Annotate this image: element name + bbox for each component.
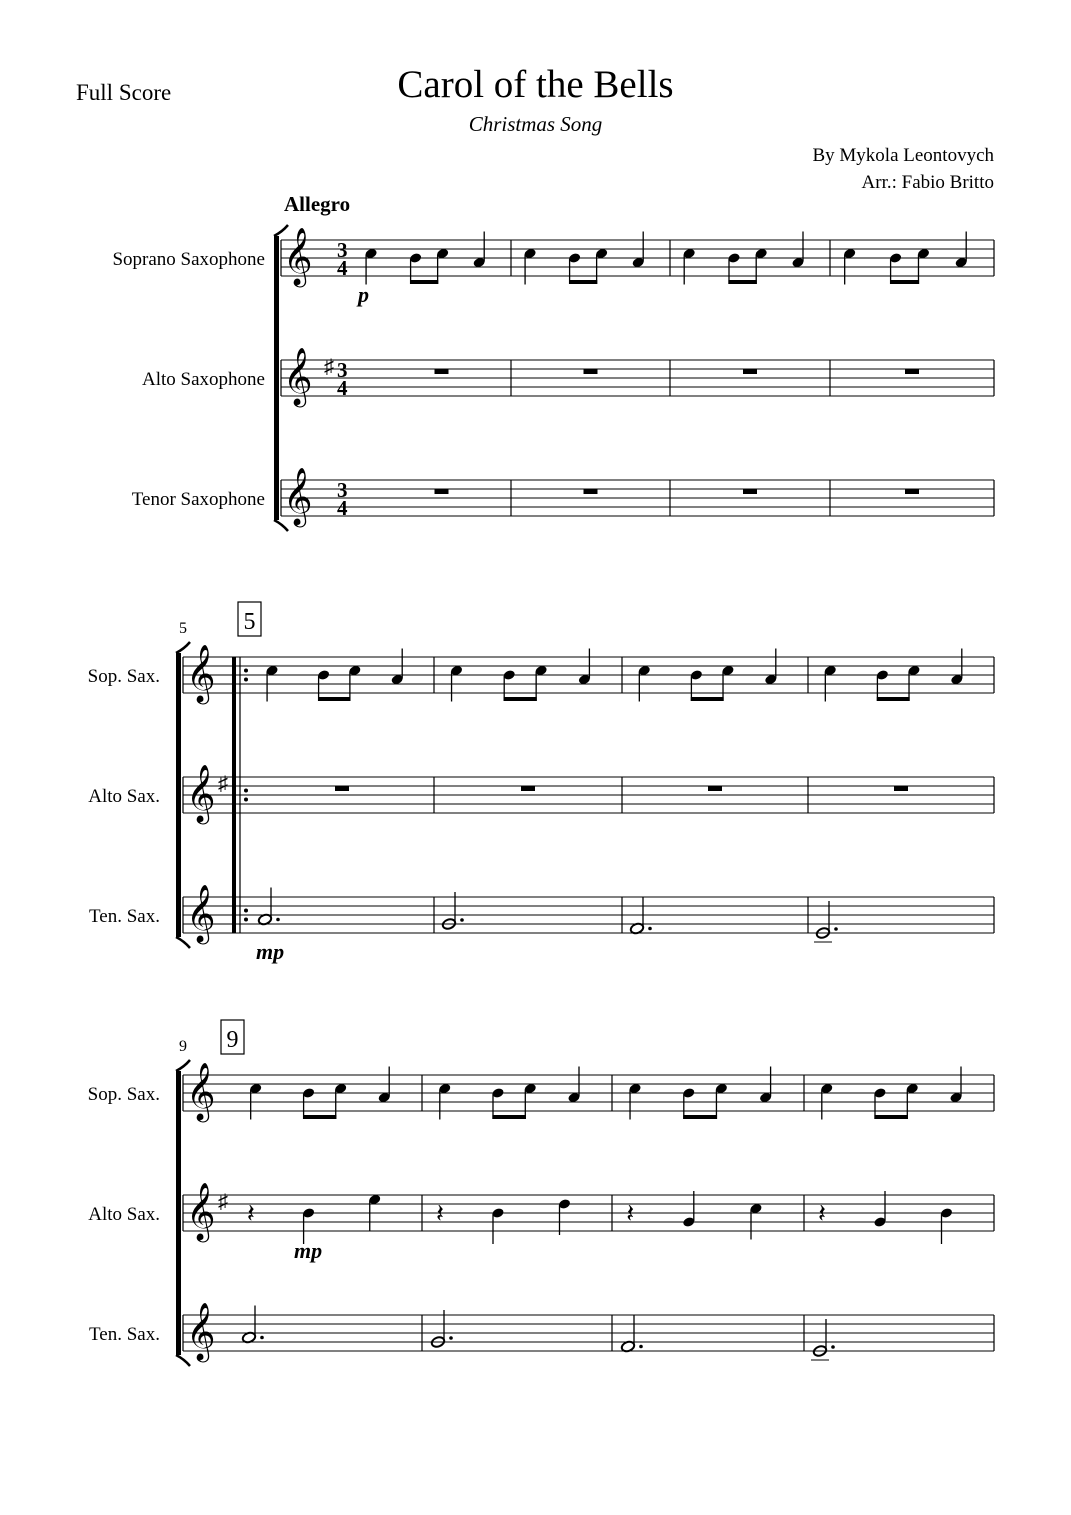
time-signature-top: 3 [337, 238, 348, 262]
augmentation-dot [648, 927, 652, 931]
instrument-name: Alto Saxophone [142, 369, 265, 390]
composer-credit: By Mykola Leontovych [812, 145, 994, 166]
whole-rest [708, 786, 722, 791]
time-signature-top: 3 [337, 358, 348, 382]
score-title: Carol of the Bells [397, 63, 674, 106]
sharp-icon: ♯ [324, 356, 334, 378]
tempo-marking: Allegro [284, 192, 351, 216]
repeat-dot [244, 918, 248, 922]
instrument-name: Soprano Saxophone [112, 249, 265, 270]
sharp-icon: ♯ [218, 773, 228, 795]
dynamic-marking: mp [294, 1238, 323, 1263]
rehearsal-mark: 5 [243, 609, 256, 635]
note-beam [691, 697, 724, 701]
note-beam [318, 697, 350, 701]
repeat-dot [244, 789, 248, 793]
treble-clef-icon: 𝄞 [283, 468, 313, 524]
rehearsal-mark: 9 [226, 1027, 239, 1053]
note-beam [569, 280, 597, 284]
sharp-icon: ♯ [218, 1191, 228, 1213]
time-signature-bottom: 4 [337, 376, 348, 400]
system-bracket [274, 236, 279, 520]
repeat-thick-barline [232, 657, 236, 933]
time-signature-bottom: 4 [337, 496, 348, 520]
measure-number: 9 [179, 1038, 187, 1055]
augmentation-dot [834, 927, 838, 931]
augmentation-dot [449, 1336, 453, 1340]
dynamic-marking: mp [256, 939, 285, 964]
treble-clef-icon: 𝄞 [186, 1303, 216, 1359]
treble-clef-icon: 𝄞 [283, 348, 313, 404]
treble-clef-icon: 𝄞 [186, 765, 216, 821]
dynamic-marking: p [358, 282, 369, 307]
whole-rest [435, 489, 449, 494]
treble-clef-icon: 𝄞 [283, 228, 313, 284]
full-score-label: Full Score [76, 80, 172, 105]
whole-rest [894, 786, 908, 791]
treble-clef-icon: 𝄞 [186, 1063, 216, 1119]
whole-rest [905, 489, 919, 494]
instrument-short-name: Alto Sax. [88, 1204, 160, 1225]
quarter-rest-icon: 𝄽 [818, 1199, 826, 1228]
augmentation-dot [460, 918, 464, 922]
note-beam [874, 1115, 908, 1119]
instrument-short-name: Alto Sax. [88, 786, 160, 807]
system-bracket [176, 653, 181, 937]
note-beam [728, 280, 756, 284]
whole-rest [521, 786, 535, 791]
whole-rest [584, 369, 598, 374]
repeat-dot [244, 678, 248, 682]
whole-rest [905, 369, 919, 374]
augmentation-dot [276, 918, 280, 922]
whole-rest [435, 369, 449, 374]
whole-rest [743, 489, 757, 494]
note-beam [877, 697, 910, 701]
treble-clef-icon: 𝄞 [186, 645, 216, 701]
note-beam [492, 1115, 526, 1119]
note-beam [890, 280, 919, 284]
score-subtitle: Christmas Song [468, 112, 603, 136]
measure-number: 5 [179, 620, 187, 637]
quarter-rest-icon: 𝄽 [246, 1199, 255, 1228]
repeat-dot [244, 669, 248, 673]
time-signature-bottom: 4 [337, 256, 348, 280]
instrument-short-name: Sop. Sax. [87, 666, 160, 687]
note-beam [410, 280, 438, 284]
treble-clef-icon: 𝄞 [186, 1183, 216, 1239]
whole-rest [584, 489, 598, 494]
whole-rest [743, 369, 757, 374]
note-beam [504, 697, 537, 701]
repeat-dot [244, 909, 248, 913]
system-bracket [176, 1071, 181, 1355]
arranger-credit: Arr.: Fabio Britto [861, 172, 994, 193]
quarter-rest-icon: 𝄽 [436, 1199, 444, 1228]
note-beam [683, 1115, 717, 1119]
whole-rest [335, 786, 349, 791]
augmentation-dot [639, 1345, 643, 1349]
note-beam [303, 1115, 336, 1119]
augmentation-dot [260, 1336, 264, 1340]
instrument-short-name: Ten. Sax. [89, 1324, 160, 1345]
quarter-rest-icon: 𝄽 [626, 1199, 635, 1228]
repeat-dot [244, 798, 248, 802]
time-signature-top: 3 [337, 478, 348, 502]
treble-clef-icon: 𝄞 [186, 885, 216, 941]
instrument-short-name: Sop. Sax. [87, 1084, 160, 1105]
augmentation-dot [831, 1345, 835, 1349]
instrument-short-name: Ten. Sax. [89, 906, 160, 927]
instrument-name: Tenor Saxophone [131, 489, 265, 510]
